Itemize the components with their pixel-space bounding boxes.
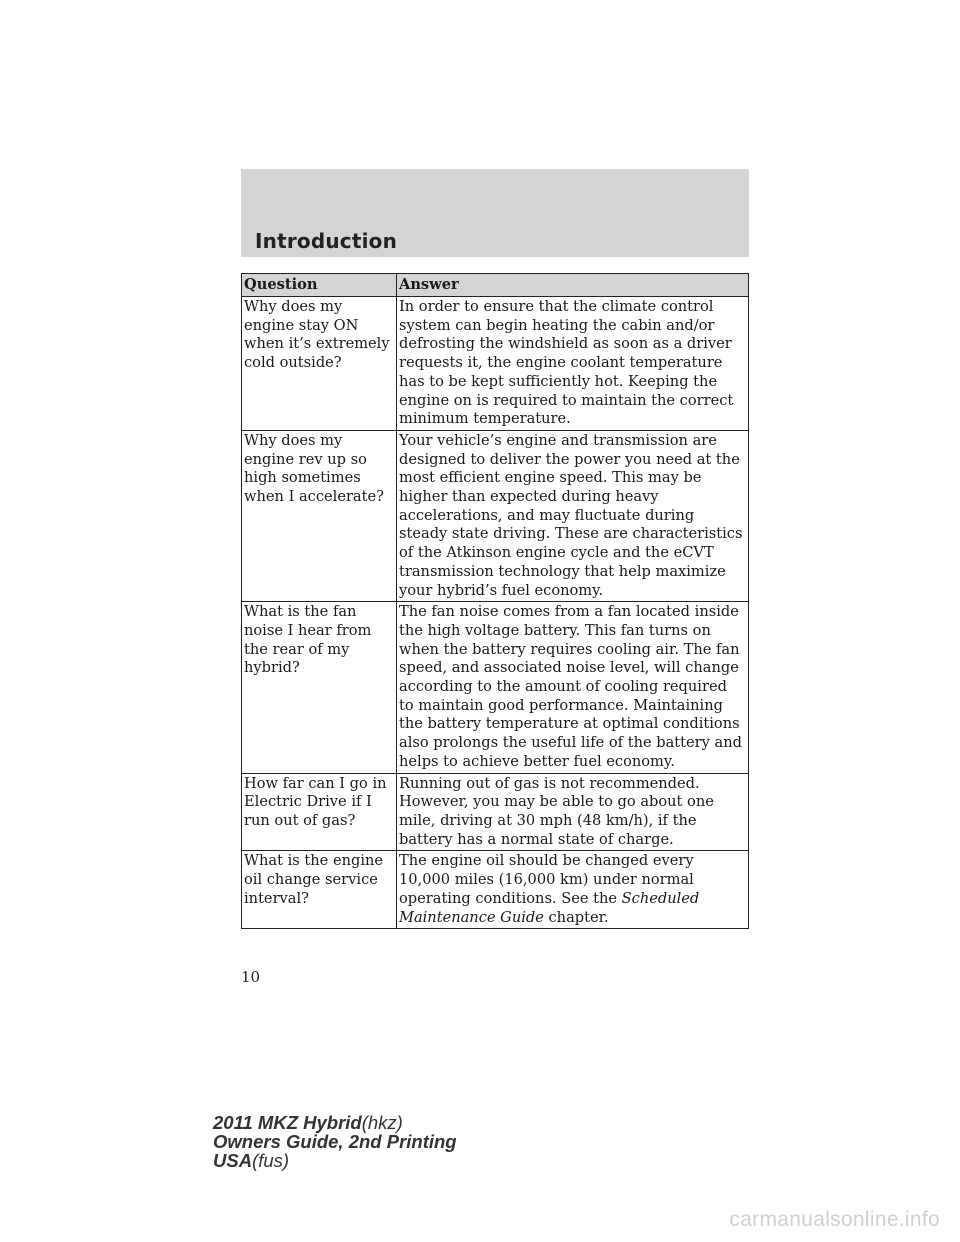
footer-market-code: (fus)	[252, 1150, 290, 1171]
footer-model: 2011 MKZ Hybrid	[213, 1112, 362, 1133]
chapter-reference: Scheduled Maintenance Guide	[399, 889, 700, 926]
footer-line-1	[213, 1113, 457, 1132]
footer-line-2	[213, 1132, 457, 1151]
answer-cell: Running out of gas is not recommended. However, you may be able to go about one mile, driving at 30 mph (48 km/h), if the battery has a normal state of charge.	[397, 773, 749, 851]
answer-column-header: Answer	[397, 274, 749, 297]
answer-cell	[397, 851, 749, 929]
answer-text-end: chapter.	[543, 908, 609, 926]
footer-imprint	[213, 1113, 457, 1170]
watermark: carmanualsonline.info	[729, 1208, 940, 1231]
answer-cell: The fan noise comes from a fan located inside the high voltage battery. This fan turns on when the battery requires cooling air. The fan speed, and associated noise level, will change according to the amount of cooling required to maintain good performance. Maintaining the battery temperature at optimal conditions also prolongs the useful life of the battery and helps to achieve better fuel economy.	[397, 602, 749, 773]
table-row	[242, 851, 749, 929]
question-cell: Why does my engine stay ON when it’s extremely cold outside?	[242, 297, 397, 431]
table-row	[242, 602, 749, 773]
footer-printing: Owners Guide, 2nd Printing	[213, 1131, 457, 1152]
footer-line-3	[213, 1151, 457, 1170]
table-header-row	[242, 274, 749, 297]
question-cell: What is the fan noise I hear from the rear of my hybrid?	[242, 602, 397, 773]
answer-cell: In order to ensure that the climate control system can begin heating the cabin and/or defrosting the windshield as soon as a driver requests it, the engine coolant temperature has to be kept sufficiently hot. Keeping the engine on is required to maintain the correct minimum temperature.	[397, 297, 749, 431]
question-column-header: Question	[242, 274, 397, 297]
table-row	[242, 430, 749, 601]
answer-text: The engine oil should be changed every 10,000 miles (16,000 km) under normal operating conditions. See the	[399, 852, 694, 907]
footer-model-code: (hkz)	[361, 1112, 403, 1133]
table-row	[242, 297, 749, 431]
faq-table	[241, 273, 749, 929]
answer-cell: Your vehicle’s engine and transmission are designed to deliver the power you need at the most efficient engine speed. This may be higher than expected during heavy accelerations, and may fluctuate during steady state driving. These are characteristics of the Atkinson engine cycle and the eCVT transmission technology that help maximize your hybrid’s fuel economy.	[397, 430, 749, 601]
table-row	[242, 773, 749, 851]
question-cell: What is the engine oil change service interval?	[242, 851, 397, 929]
question-cell: How far can I go in Electric Drive if I run out of gas?	[242, 773, 397, 851]
page-number: 10	[241, 968, 261, 986]
section-title: Introduction	[255, 229, 398, 253]
question-cell: Why does my engine rev up so high sometimes when I accelerate?	[242, 430, 397, 601]
footer-market: USA	[213, 1150, 253, 1171]
